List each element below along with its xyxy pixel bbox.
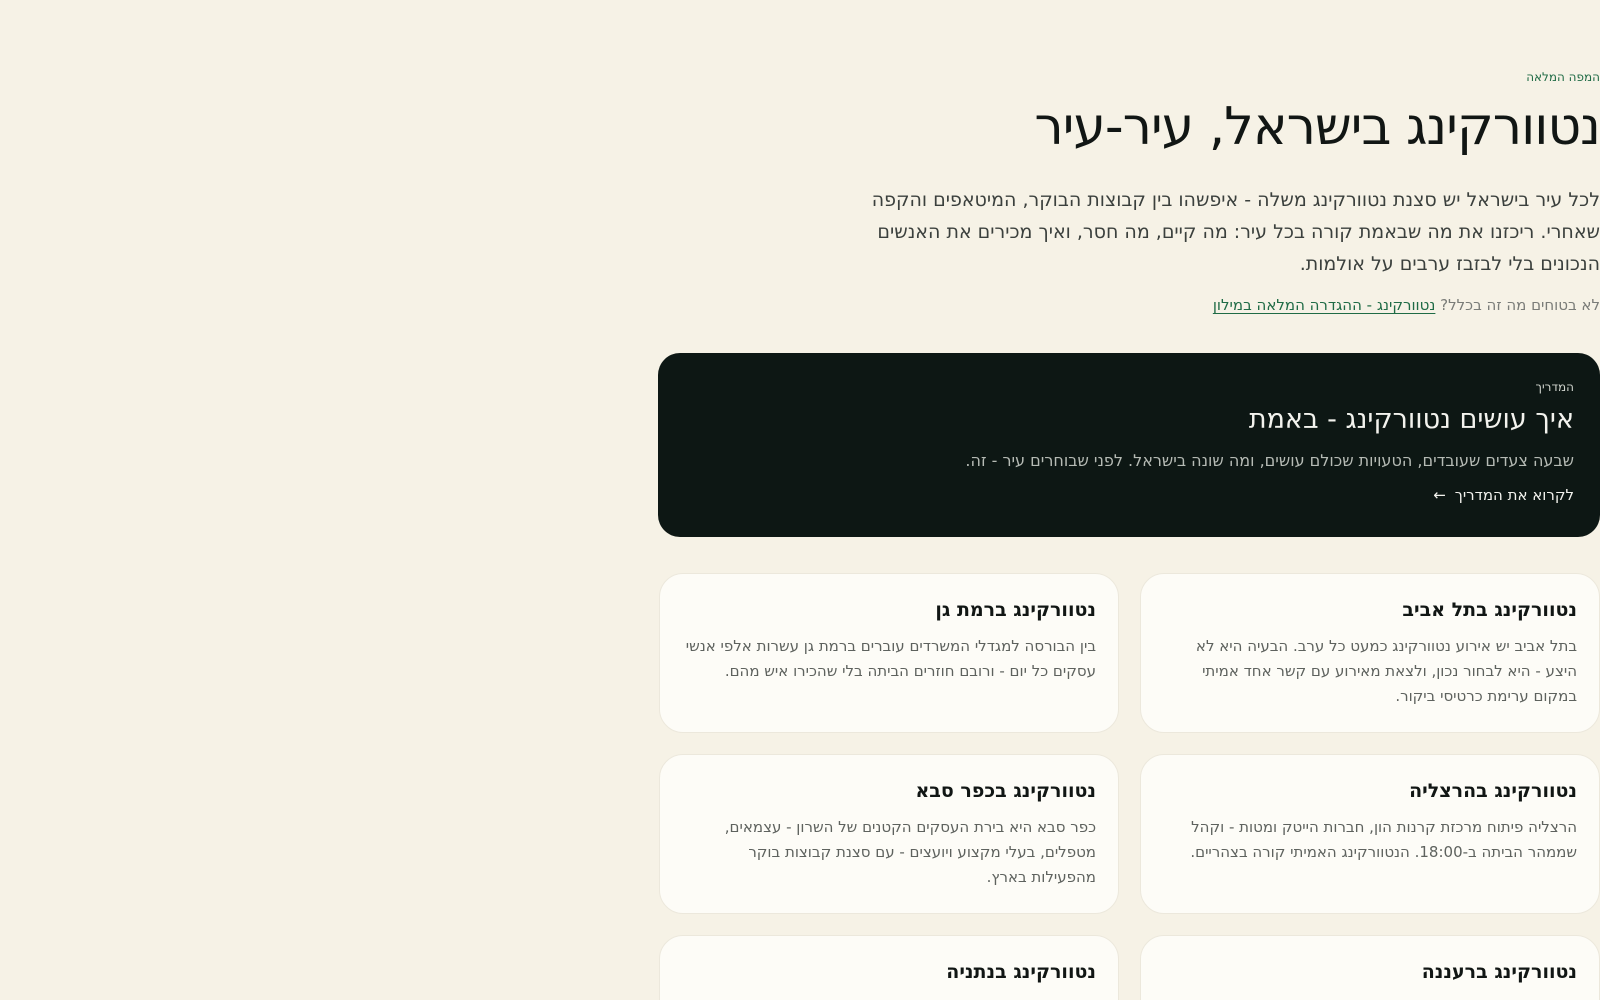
city-card-title: נטוורקינג בכפר סבא [915,780,1096,802]
city-card-description: כפר סבא היא בירת העסקים הקטנים של השרון - עצמאים, מטפלים, בעלי מקצוע ויועצים - עם סצנת קבוצות בוקר מהפעילות בארץ. [724,818,1096,886]
city-card-description: בין הבורסה למגדלי המשרדים עוברים ברמת גן עשרות אלפי אנשי עסקים כל יום - ורובם חוזרים הביתה בלי שהכירו איש מהם. [685,637,1096,680]
definition-prefix: לא בטוחים מה זה בכלל? [1440,296,1600,314]
guide-card[interactable] [658,353,1600,537]
city-card-title: נטוורקינג בהרצליה [1409,780,1577,802]
city-card-ramat-gan[interactable] [659,573,1119,733]
city-card-netanya[interactable] [659,935,1119,1000]
city-card-title: נטוורקינג בתל אביב [1402,599,1577,621]
read-guide-link[interactable] [1433,484,1574,506]
page-title: נטוורקינג בישראל, עיר-עיר [1034,97,1600,157]
guide-description: שבעה צעדים שעובדים, הטעויות שכולם עושים, ומה שונה בישראל. לפני שבוחרים עיר - זה. [965,451,1574,470]
city-card-herzliya[interactable] [1140,754,1600,914]
city-card-raanana[interactable] [1140,935,1600,1000]
arrow-left-icon: ← [1433,486,1446,504]
city-card-description: בתל אביב יש אירוע נטוורקינג כמעט כל ערב. הבעיה היא לא היצע - היא לבחור נכון, ולצאת מאירוע עם קשר אחד אמיתי במקום ערימת כרטיסי ביקור. [1195,637,1577,705]
read-guide-label: לקרוא את המדריך [1454,486,1574,504]
section-eyebrow: המפה המלאה [1526,70,1600,84]
city-card-kfar-saba[interactable] [659,754,1119,914]
intro-paragraph: לכל עיר בישראל יש סצנת נטוורקינג משלה - איפשהו בין קבוצות הבוקר, המיטאפים והקפה שאחרי. ריכזנו את מה שבאמת קורה בכל עיר: מה קיים, מה חסר, ואיך מכירים את האנשים הנכונים בלי לבזבז ערבים על אולמות. [871,189,1600,275]
main-content [658,0,1600,1000]
definition-link[interactable]: נטוורקינג - ההגדרה המלאה במילון [1212,296,1436,314]
definition-line [658,294,1600,316]
city-card-title: נטוורקינג ברמת גן [935,599,1096,621]
city-card-title: נטוורקינג ברעננה [1421,961,1577,983]
city-card-title: נטוורקינג בנתניה [946,961,1096,983]
city-card-description: הרצליה פיתוח מרכזת קרנות הון, חברות הייטק ומטות - וקהל שממהר הביתה ב-18:00. הנטוורקינג האמיתי קורה בצהריים. [1190,818,1577,861]
guide-eyebrow: המדריך [1535,380,1574,394]
guide-title: איך עושים נטוורקינג - באמת [1248,404,1574,435]
city-card-tel-aviv[interactable] [1140,573,1600,733]
city-grid [658,573,1600,1000]
